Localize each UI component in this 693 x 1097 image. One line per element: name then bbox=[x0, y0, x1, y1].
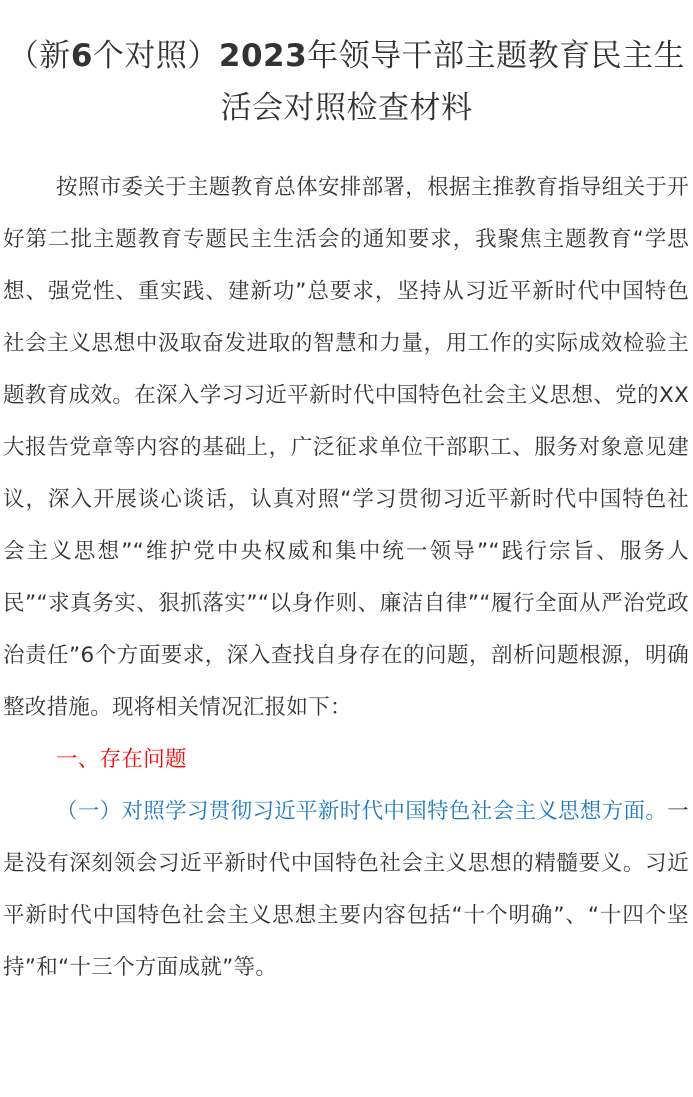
title-year: 2023 bbox=[218, 38, 308, 74]
subsection-heading: （一）对照学习贯彻习近平新时代中国特色社会主义思想方面。 bbox=[56, 799, 668, 824]
title-number: 6 bbox=[70, 38, 93, 74]
intro-paragraph: 按照市委关于主题教育总体安排部署，根据主推教育指导组关于开好第二批主题教育专题民主生活会的通知要求，我聚焦主题教育“学思想、强党性、重实践、建新功”总要求，坚持从习近平新时代中国特色社会主义思想中汲取奋发进取的智慧和力量，用工作的实际成效检验主题教育成效。在深入学习习近平新时代中国特色社会主义思想、党的XX大报告党章等内容的基础上，广泛征求单位干部职工、服务对象意见建议，深入开展谈心谈话，认真对照“学习贯彻习近平新时代中国特色社会主义思想”“维护党中央权威和集中统一领导”“践行宗旨、服务人民”“求真务实、狠抓落实”“以身作则、廉洁自律”“履行全面从严治党政治责任”6个方面要求，深入查找自身存在的问题，剖析问题根源，明确整改措施。现将相关情况汇报如下： bbox=[3, 175, 689, 720]
subsection-text: 一是没有深刻领会习近平新时代中国特色社会主义思想的精髓要义。习近平新时代中国特色社会主义思想主要内容包括“十个明确”、“十四个坚持”和“十三个方面成就”等。 bbox=[3, 799, 689, 980]
document-title bbox=[0, 30, 693, 134]
title-prefix: （新 bbox=[7, 38, 71, 74]
section-heading: 一、存在问题 bbox=[56, 747, 187, 772]
subsection-paragraph bbox=[0, 786, 693, 994]
title-mid: 个对照） bbox=[92, 38, 219, 74]
title-rest: 年领导干部主题教育民主生活会对照检查材料 bbox=[220, 38, 686, 126]
